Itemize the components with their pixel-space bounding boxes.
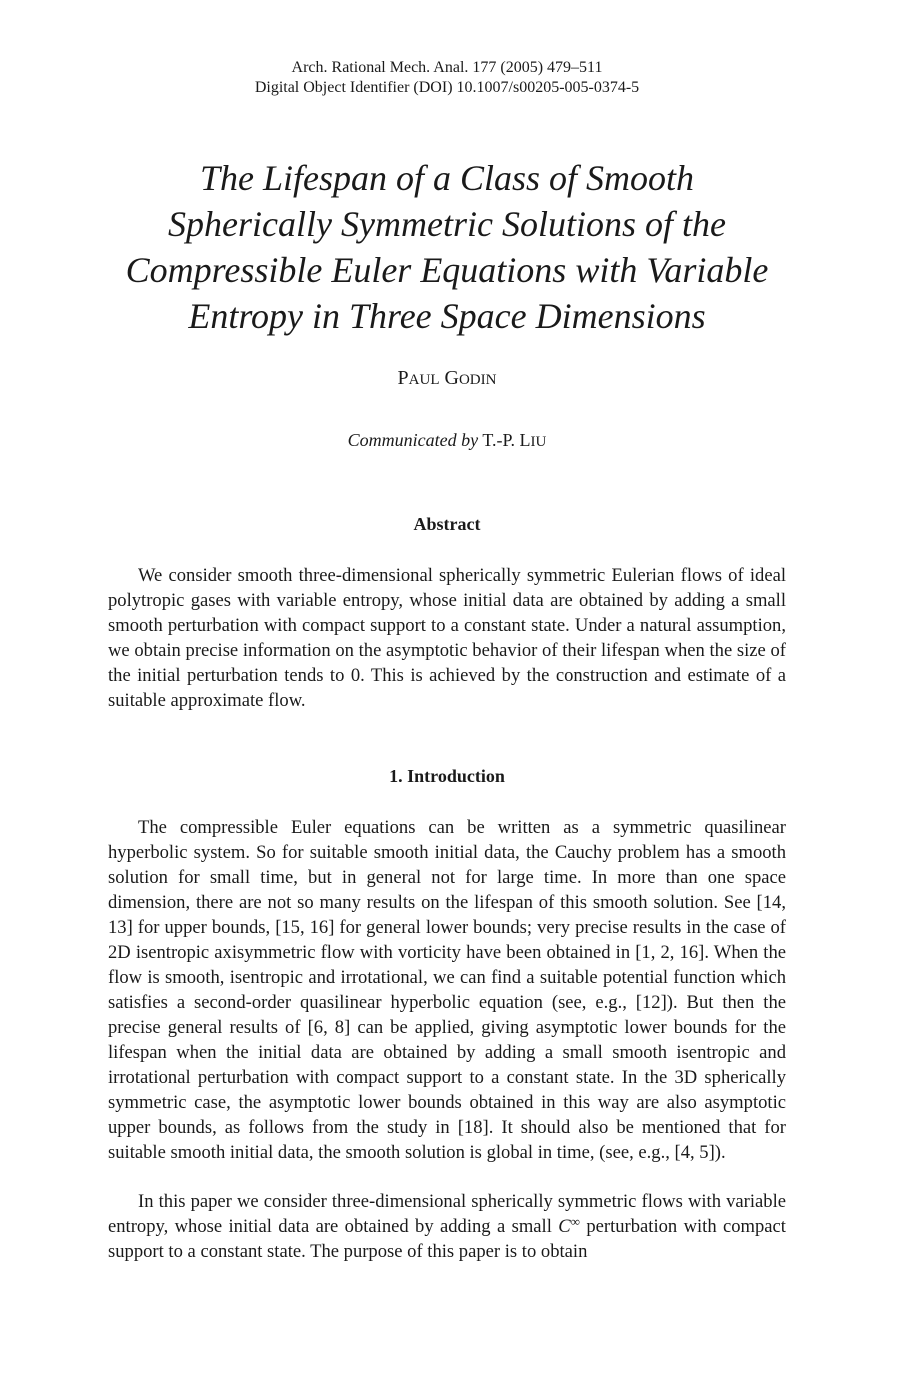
author-first-rest: AUL — [408, 372, 440, 388]
title-line: Entropy in Three Space Dimensions — [188, 296, 706, 336]
communicator-initial: T.-P. L — [482, 430, 531, 450]
author-name — [108, 366, 786, 392]
author-last-initial: G — [444, 367, 459, 389]
abstract-heading: Abstract — [413, 514, 481, 534]
title-line: The Lifespan of a Class of Smooth — [199, 158, 695, 198]
introduction-heading: 1. Introduction — [389, 766, 505, 786]
journal-header — [108, 58, 786, 98]
journal-citation: Arch. Rational Mech. Anal. 177 (2005) 479–511 — [291, 59, 603, 76]
doi-line: Digital Object Identifier (DOI) 10.1007/s00205-005-0374-5 — [254, 79, 640, 96]
author-last-rest: ODIN — [458, 372, 497, 388]
author-first-initial: P — [397, 367, 409, 389]
introduction-paragraph-2 — [108, 1189, 786, 1264]
c-infinity-symbol — [558, 1216, 580, 1237]
introduction-paragraph-1: The compressible Euler equations can be written as a symmetric quasilinear hyperbolic system. So for suitable smooth initial data, the Cauchy problem has a smooth solution for small time, but in general not for large time. In more than one space dimension, there are not so many results on the lifespan of this smooth solution. See [14, 13] for upper bounds, [15, 16] for general lower bounds; very precise results in the case of 2D isentropic axisymmetric flow with vorticity have been obtained in [1, 2, 16]. When the flow is smooth, isentropic and irrotational, we can find a suitable potential function which satisfies a second-order quasilinear hyperbolic equation (see, e.g., [12]). But then the precise general results of [6, 8] can be applied, giving asymptotic lower bounds for the lifespan when the initial data are obtained by adding a small smooth isentropic and irrotational perturbation with compact support to a constant state. In the 3D spherically symmetric case, the asymptotic lower bounds obtained in this way are also asymptotic upper bounds, as follows from the study in [18]. It should also be mentioned that for suitable smooth initial data, the smooth solution is global in time, (see, e.g., [4, 5]). — [108, 817, 786, 1163]
p2-text-after: perturbation with compact support to a constant state. The purpose of this paper is to obtain — [108, 1216, 786, 1262]
title-line: Spherically Symmetric Solutions of the — [168, 204, 726, 244]
communicated-by — [108, 428, 786, 454]
abstract-text: We consider smooth three-dimensional spherically symmetric Eulerian flows of ideal polytropic gases with variable entropy, whose initial data are obtained by adding a small smooth perturbation with compact support to a constant state. Under a natural assumption, we obtain precise information on the asymptotic behavior of their lifespan when the size of the initial perturbation tends to 0. This is achieved by the construction and estimate of a suitable approximate flow. — [108, 565, 786, 711]
communicator-rest: IU — [530, 434, 547, 450]
math-base: C — [558, 1216, 571, 1237]
math-superscript: ∞ — [570, 1214, 580, 1229]
p2-text-before: In this paper we consider three-dimensional spherically symmetric flows with variable entropy, whose initial data are obtained by adding a small — [108, 1191, 786, 1237]
paper-title — [108, 155, 786, 339]
title-line: Compressible Euler Equations with Variable — [125, 250, 769, 290]
communicated-prefix: Communicated by — [347, 430, 479, 450]
